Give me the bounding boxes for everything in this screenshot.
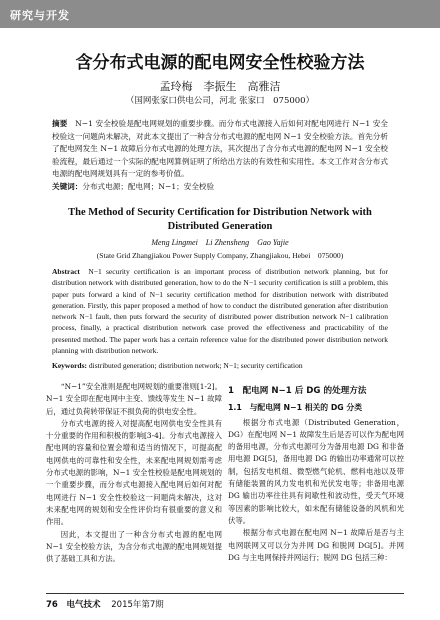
chinese-abstract bbox=[52, 118, 388, 181]
body-right-column bbox=[228, 381, 404, 564]
subsection-heading: 1.1 与配电网 N−1 相关的 DG 分类 bbox=[228, 403, 362, 413]
body-paragraph: “N−1”安全准则是配电网规划的重要准则[1-2]。N−1 安全即在配电网中主变、馈线等发生 N−1 故障后，通过负荷转带保证不损负荷的供电安全性。 bbox=[46, 382, 222, 416]
body-paragraph: 根据分布式电源在配电网 N−1 故障后是否与主电网联网又可以分为并网 DG 和脱网 DG[5]。并网 DG 与主电网保持并网运行；脱网 DG 包括三种： bbox=[228, 528, 404, 562]
header-bar bbox=[0, 0, 440, 28]
english-keywords bbox=[52, 361, 388, 370]
journal-name: 电气技术 bbox=[66, 600, 101, 610]
chinese-authors: 孟玲梅 李振生 高雅洁 bbox=[159, 80, 281, 93]
chinese-abstract-label: 摘要 bbox=[52, 119, 76, 128]
chinese-abstract-text: N−1 安全校验是配电网规划的重要步骤。而分布式电源接入后如何对配电网进行 N−1 安全校验这一问题尚未解决，对此本文提出了一种含分布式电源的配电网 N−1 安全校验方法。首先分析了配电网发生 N−1 故障后分布式电源的处理方法，其次提出了含分布式电源的配电网 N−1 安全校验流程，最后通过一个实际的配电网算例证明了所给出方法的有效性和实用性。本文工作对含分布式电源的配电网规划具有一定的参考价值。 bbox=[52, 119, 388, 178]
english-affiliation: (State Grid Zhangjiakou Power Supply Company, Zhangjiakou, Hebei 075000) bbox=[96, 251, 344, 260]
english-abstract bbox=[52, 266, 388, 356]
page-number: 76 bbox=[46, 600, 58, 610]
chinese-keywords-label: 关键词： bbox=[52, 182, 83, 191]
body-paragraph: 因此，本文提出了一种含分布式电源的配电网 N−1 安全校验方法，为含分布式电源的配电网规划提供了基础工具和方法。 bbox=[46, 529, 222, 564]
english-keywords-text: distributed generation; distribution network; N−1; security certification bbox=[88, 361, 303, 370]
chinese-title: 含分布式电源的配电网安全性校验方法 bbox=[75, 53, 365, 73]
footer-rule bbox=[46, 593, 404, 594]
english-title bbox=[0, 206, 440, 234]
english-keywords-label: Keywords: bbox=[52, 361, 87, 370]
chinese-keywords-text: 分布式电源；配电网；N−1；安全校验 bbox=[82, 182, 215, 191]
english-title-line1: The Method of Security Certification for Distribution Network with bbox=[68, 207, 372, 218]
english-authors: Meng Lingmei Li Zhensheng Gao Yajie bbox=[151, 238, 289, 247]
body-paragraph: 分布式电源的接入对提高配电网供电安全性具有十分重要的作用和积极的影响[3-4]。分布式电源接入配电网的容量和位置会增和适当的情况下，可提高配电网供电的可靠性和安全性，未来配电网规划需考虑分布式电源的影响，N−1 安全性校验是配电网规划的一个重要步骤，而分布式电源接入配电网后如何对配电网进行 N−1 安全性校验这一问题尚未解决，这对未来配电网的规划和安全性评价均有很重要的意义和作用。 bbox=[46, 418, 222, 527]
page-footer bbox=[46, 598, 164, 610]
chinese-affiliation: （国网张家口供电公司，河北 张家口 075000） bbox=[125, 96, 315, 106]
body-paragraph: 根据分布式电源（Distributed Generation，DG）在配电网 N−1 故障发生后是否可以作为配电网的备用电源，分布式电源可分为备用电源 DG 和非备用电源 DG[5]，备用电源 DG 的输出功率通常可以控制，包括发电机组、微型燃气轮机、燃料电池以及带有储能装置的风力发电机和光伏发电等；非备用电源 DG 输出功率往往具有间歇性和波动性，受天气环境等因素的影响比较大，如未配有储能设备的风机和光伏等。 bbox=[228, 417, 404, 525]
section-label: 研究与开发 bbox=[10, 9, 70, 22]
section-heading: 1 配电网 N−1 后 DG 的处理方法 bbox=[228, 386, 367, 396]
chinese-keywords bbox=[52, 181, 388, 192]
journal-issue: 2015年第7期 bbox=[111, 600, 164, 610]
body-left-column bbox=[46, 381, 222, 565]
english-title-line2: Distributed Generation bbox=[167, 221, 273, 232]
english-abstract-label: Abstract bbox=[52, 267, 80, 276]
english-abstract-text: N−1 security certification is an important process of distribution network planning, but for distribution network with distributed generation, how to do the N−1 security certification is still a problem, this paper puts forward a kind of N−1 security certification method for distribution network with distributed generation. Firstly, this paper proposed a method of how to conduct the distributed generation after distribution network N−1 fault, then puts forward the security of distributed power distribution network N−1 calibration process, finally, a practical distribution network case proved the effectiveness and practicability of the presented method. The paper work has a certain reference value for the distributed power distribution network planning with distribution network. bbox=[52, 267, 389, 356]
